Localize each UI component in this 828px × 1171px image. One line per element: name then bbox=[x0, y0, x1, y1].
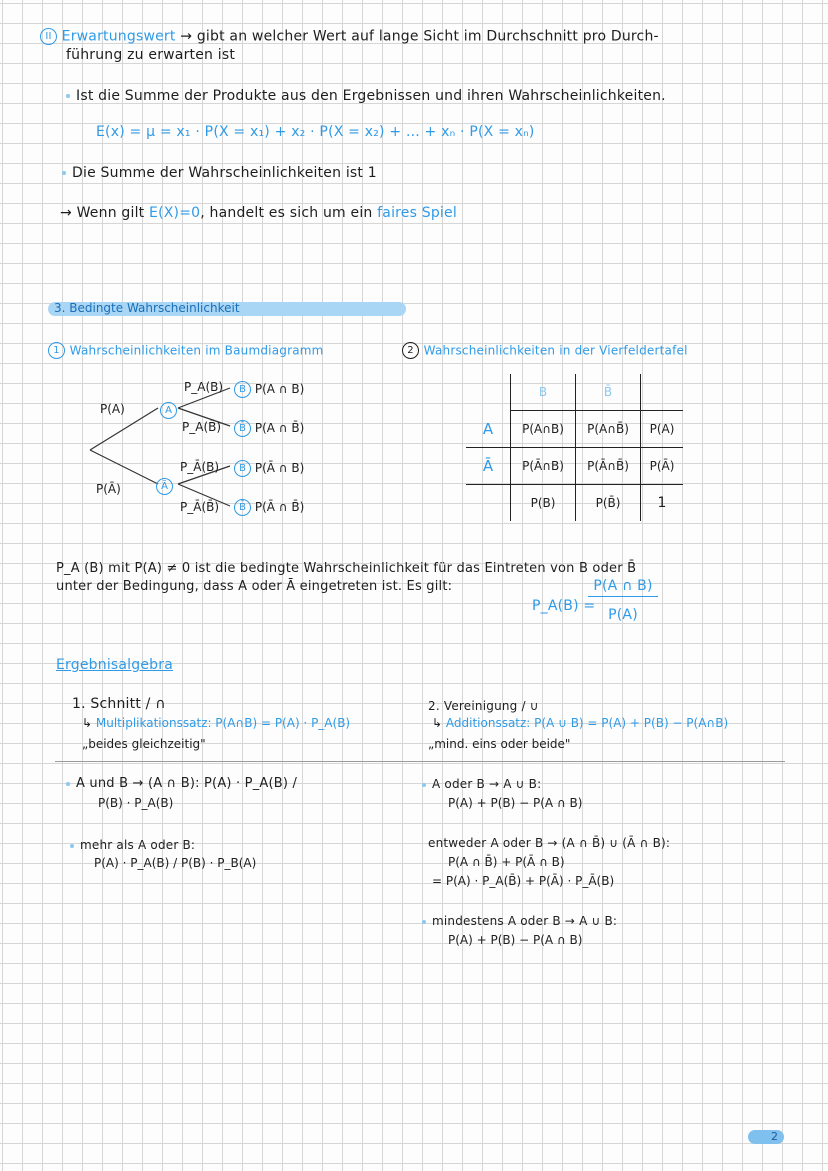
fair-term: faires Spiel bbox=[377, 205, 457, 221]
vereinigung-arrow: ↳ bbox=[432, 716, 443, 730]
leaf-bbar-circle: B̄ bbox=[234, 420, 251, 437]
cell-a-total: P(A) bbox=[641, 411, 684, 448]
cell-total-b: P(B) bbox=[511, 485, 576, 522]
tree-p-a: P(A) bbox=[100, 402, 125, 416]
erwartungswert-formula: E(x) = μ = x₁ · P(X = x₁) + x₂ · P(X = x₂) + ... + xₙ · P(X = xₙ) bbox=[96, 124, 535, 140]
row-abar: Ā bbox=[466, 448, 511, 485]
bullet-text: Die Summe der Wahrscheinlichkeiten ist 1 bbox=[72, 165, 377, 181]
col-bbar: B̄ bbox=[576, 374, 641, 411]
bullet-text: Ist die Summe der Produkte aus den Ergebnissen und ihren Wahrscheinlichkeiten. bbox=[76, 88, 666, 104]
schnitt-note: „beides gleichzeitig" bbox=[82, 737, 206, 751]
vierfeldertafel bbox=[466, 374, 683, 521]
left-b2-line2: P(A) · P_A(B) / P(B) · P_B(A) bbox=[94, 856, 257, 870]
cell-abar-b: P(Ā∩B) bbox=[511, 448, 576, 485]
section-number-badge: II bbox=[40, 28, 57, 45]
schnitt-rule bbox=[82, 716, 350, 730]
row-total bbox=[466, 485, 511, 522]
fair-prefix: → Wenn gilt bbox=[60, 205, 145, 221]
right-b2-line2: P(A ∩ B̄) + P(Ā ∩ B) bbox=[448, 855, 565, 869]
fair-middle: , handelt es sich um ein bbox=[200, 205, 373, 221]
vierfeld-heading bbox=[402, 342, 688, 359]
tree-branch-label-4: P_Ā(B̄) bbox=[180, 500, 220, 514]
col-b: B bbox=[511, 374, 576, 411]
schnitt-title: 1. Schnitt / ∩ bbox=[72, 696, 166, 712]
vereinigung-rule bbox=[432, 716, 728, 730]
erwartungswert-heading bbox=[40, 28, 659, 45]
bullet-dot bbox=[422, 920, 426, 924]
cell-a-b: P(A∩B) bbox=[511, 411, 576, 448]
erwartungswert-desc-line2: führung zu erwarten ist bbox=[66, 47, 236, 63]
definition-line1: P_A (B) mit P(A) ≠ 0 ist die bedingte Wahrscheinlichkeit für das Eintreten von B oder B̄ bbox=[56, 561, 637, 576]
left-b1-line2: P(B) · P_A(B) bbox=[98, 796, 174, 810]
tree-leaf-2 bbox=[234, 420, 304, 437]
section-title: 3. Bedingte Wahrscheinlichkeit bbox=[54, 301, 240, 315]
right-b1-line2: P(A) + P(B) − P(A ∩ B) bbox=[448, 796, 583, 810]
cell-total: 1 bbox=[657, 495, 667, 511]
fraction-bar bbox=[588, 596, 658, 597]
leaf-1-text: P(A ∩ B) bbox=[254, 382, 305, 396]
section-banner bbox=[48, 302, 406, 316]
leaf-2-text: P(A ∩ B̄) bbox=[254, 421, 305, 435]
definition-line2: unter der Bedingung, dass A oder Ā eingetreten ist. Es gilt: bbox=[56, 579, 453, 594]
bullet-dot bbox=[422, 783, 426, 787]
fraction-numerator: P(A ∩ B) bbox=[593, 578, 653, 594]
row-a: A bbox=[466, 411, 511, 448]
leaf-b-circle: B bbox=[234, 381, 251, 398]
left-bullet-2 bbox=[70, 838, 195, 852]
node-abar-circle: Ā bbox=[156, 478, 173, 495]
leaf-b-circle: B bbox=[234, 460, 251, 477]
table-row-a bbox=[466, 411, 683, 448]
tree-leaf-3 bbox=[234, 460, 304, 477]
tree-branch-label-1: P_A(B) bbox=[184, 380, 224, 394]
definition-formula-lhs: P_A(B) = bbox=[532, 598, 596, 614]
erwartungswert-title: Erwartungswert bbox=[61, 28, 176, 45]
table-corner bbox=[466, 374, 511, 411]
section-divider bbox=[55, 761, 785, 762]
cell-total-bbar: P(B̄) bbox=[576, 485, 641, 522]
right-b3-line2: P(A) + P(B) − P(A ∩ B) bbox=[448, 933, 583, 947]
bullet-dot bbox=[66, 94, 70, 98]
right-b2-line3: = P(A) · P_A(B̄) + P(Ā) · P_Ā(B) bbox=[432, 874, 615, 888]
fraction-denominator: P(A) bbox=[608, 607, 638, 623]
bullet-summe-wahrscheinlichkeiten bbox=[62, 165, 377, 181]
definition-fraction bbox=[588, 578, 658, 623]
leaf-3-text: P(Ā ∩ B) bbox=[254, 461, 305, 475]
branch-abar bbox=[90, 450, 158, 484]
left-b2-line1: mehr als A oder B: bbox=[80, 838, 196, 852]
right-b1-line1: A oder B → A ∪ B: bbox=[432, 777, 542, 791]
schnitt-arrow: ↳ bbox=[82, 716, 93, 730]
cell-abar-total: P(Ā) bbox=[641, 448, 684, 485]
tree-branch-label-3: P_Ā(B) bbox=[180, 460, 220, 474]
cell-abar-bbar: P(Ā∩B̄) bbox=[576, 448, 641, 485]
tree-heading bbox=[48, 342, 324, 359]
leaf-bbar-circle: B̄ bbox=[234, 499, 251, 516]
schnitt-rule-text: Multiplikationssatz: P(A∩B) = P(A) · P_A(B) bbox=[95, 716, 351, 730]
vereinigung-note: „mind. eins oder beide" bbox=[428, 737, 571, 751]
table-row-abar bbox=[466, 448, 683, 485]
tree-p-abar: P(Ā) bbox=[96, 482, 121, 496]
fair-game-line bbox=[60, 205, 457, 221]
left-b1-line1: A und B → (A ∩ B): P(A) · P_A(B) / bbox=[76, 776, 298, 791]
left-bullet-1 bbox=[66, 776, 297, 791]
bullet-dot bbox=[70, 844, 74, 848]
right-b2-line1: entweder A oder B → (A ∩ B̄) ∪ (Ā ∩ B): bbox=[428, 836, 671, 850]
tree-node-abar bbox=[156, 476, 173, 495]
tree-title: Wahrscheinlichkeiten im Baumdiagramm bbox=[69, 343, 324, 358]
erwartungswert-desc-line1: → gibt an welcher Wert auf lange Sicht im Durchschnitt pro Durch- bbox=[180, 28, 659, 45]
tree-number-badge: 1 bbox=[48, 342, 65, 359]
right-bullet-3 bbox=[422, 914, 617, 928]
table-row-total bbox=[466, 485, 683, 522]
vierfeld-number-badge: 2 bbox=[402, 342, 419, 359]
vierfeld-title: Wahrscheinlichkeiten in der Vierfeldertafel bbox=[423, 343, 688, 358]
cell-a-bbar: P(A∩B̄) bbox=[576, 411, 641, 448]
right-bullet-1 bbox=[422, 777, 541, 791]
tree-leaf-4 bbox=[234, 499, 304, 516]
tree-node-a bbox=[160, 400, 177, 419]
leaf-4-text: P(Ā ∩ B̄) bbox=[254, 500, 305, 514]
bullet-dot bbox=[62, 171, 66, 175]
tree-leaf-1 bbox=[234, 381, 304, 398]
vereinigung-title: 2. Vereinigung / ∪ bbox=[428, 699, 539, 713]
col-total bbox=[641, 374, 684, 411]
bullet-dot bbox=[66, 782, 70, 786]
tree-branch-label-2: P_A(B̄) bbox=[182, 420, 222, 434]
fair-formula: E(X)=0 bbox=[149, 205, 201, 221]
page-number-badge: 2 bbox=[748, 1130, 784, 1144]
ergebnisalgebra-title: Ergebnisalgebra bbox=[56, 657, 173, 673]
node-a-circle: A bbox=[160, 402, 177, 419]
table-header-row bbox=[466, 374, 683, 411]
bullet-summe-produkte bbox=[66, 88, 666, 104]
vereinigung-rule-text: Additionssatz: P(A ∪ B) = P(A) + P(B) − P(A∩B) bbox=[445, 716, 729, 730]
right-b3-line1: mindestens A oder B → A ∪ B: bbox=[432, 914, 618, 928]
